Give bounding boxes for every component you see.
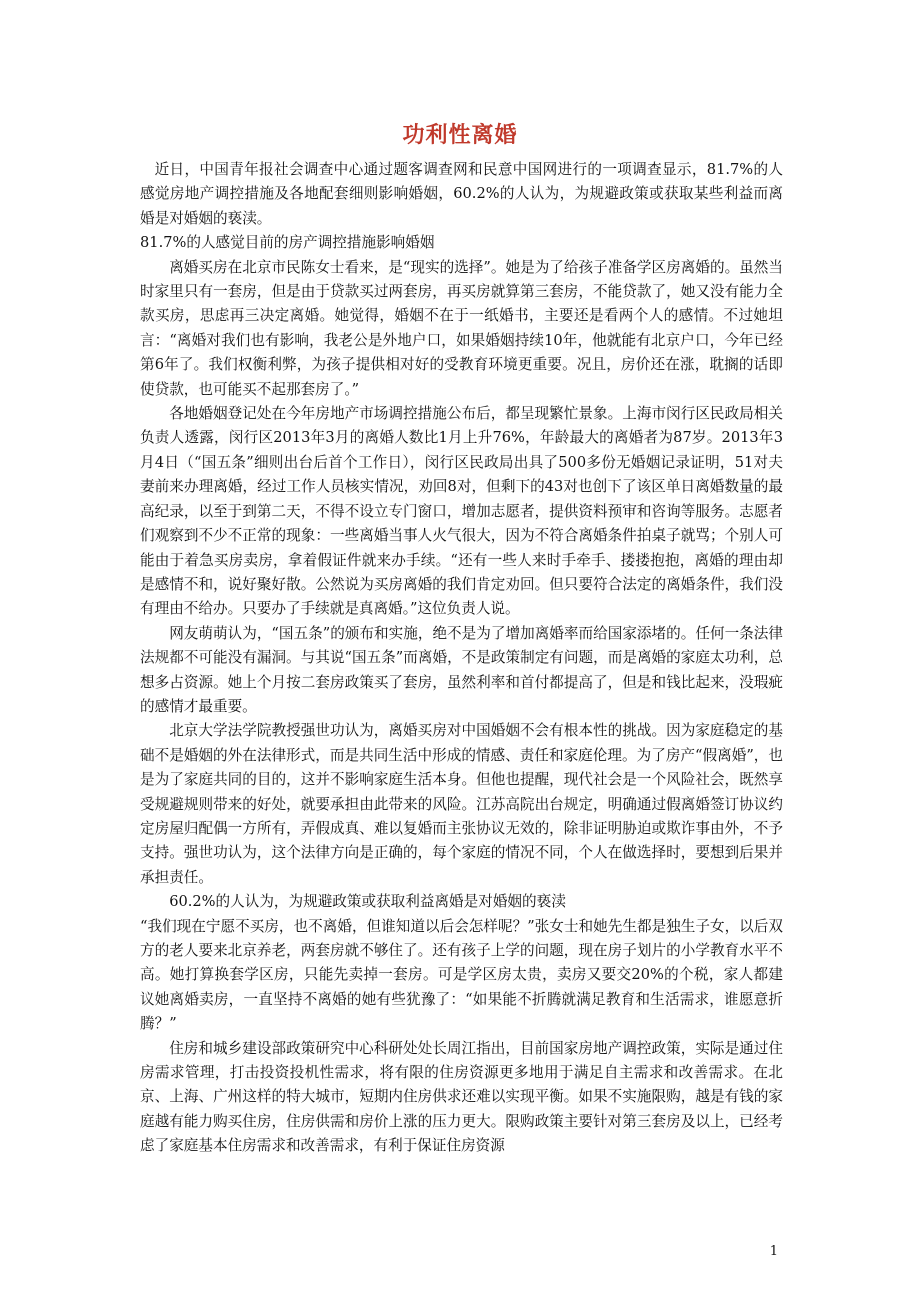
paragraph-professor: 北京大学法学院教授强世功认为，离婚买房对中国婚姻不会有根本性的挑战。因为家庭稳定的基础不是婚姻的外在法律形式，而是共同生活中形成的情感、责任和家庭伦理。为了房产“假离婚”，也是为了家庭共同的目的，这并不影响家庭生活本身。但他也提醒，现代社会是一个风险社会，既然享受规避规则带来的好处，就要承担由此带来的风险。江苏高院出台规定，明确通过假离婚签订协议约定房屋归配偶一方所有，弄假成真、难以复婚而主张协议无效的，除非证明胁迫或欺诈事由外，不予支持。强世功认为，这个法律方向是正确的，每个家庭的情况不同，个人在做选择时，要想到后果并承担责任。 xyxy=(140,722,783,886)
paragraph-zhou: 住房和城乡建设部政策研究中心科研处处长周江指出，目前国家房地产调控政策，实际是通过住房需求管理，打击投资投机性需求，将有限的住房资源更多地用于满足自主需求和改善需求。在北京、上海、广州这样的特大城市，短期内住房供求还难以实现平衡。如果不实施限购，越是有钱的家庭越有能力购买住房，住房供需和房价上涨的压力更大。限购政策主要针对第三套房及以上，已经考虑了家庭基本住房需求和改善需求，有利于保证住房资源 xyxy=(140,1039,783,1155)
paragraph-zhang: “我们现在宁愿不买房，也不离婚，但谁知道以后会怎样呢？”张女士和她先生都是独生子女，以后双方的老人要来北京养老，两套房就不够住了。还有孩子上学的问题，现在房子划片的小学教育水平不高。她打算换套学区房，只能先卖掉一套房。可是学区房太贵，卖房又要交20%的个税，家人都建议她离婚卖房，一直坚持不离婚的她有些犹豫了：“如果能不折腾就满足教育和生活需求，谁愿意折腾？” xyxy=(140,917,783,1033)
document-title: 功利性离婚 xyxy=(402,123,518,148)
paragraph-netizen: 网友萌萌认为，“国五条”的颁布和实施，绝不是为了增加离婚率而给国家添堵的。任何一条法律法规都不可能没有漏洞。与其说“国五条”而离婚，不是政策制定有问题，而是离婚的家庭太功利，总想多占资源。她上个月按二套房政策买了套房，虽然利率和首付都提高了，但是和钱比起来，没瑕疵的感情才最重要。 xyxy=(140,624,783,715)
section-heading-1: 81.7%的人感觉目前的房产调控措施影响婚姻 xyxy=(140,234,435,252)
document-body xyxy=(140,158,783,1159)
paragraph-chen: 离婚买房在北京市民陈女士看来，是“现实的选择”。她是为了给孩子准备学区房离婚的。虽然当时家里只有一套房，但是由于贷款买过两套房，再买房就算第三套房，不能贷款了，她又没有能力全款买房，思虑再三决定离婚。她觉得，婚姻不在于一纸婚书，主要还是看两个人的感情。不过她坦言：“离婚对我们也有影响，我老公是外地户口，如果婚姻持续10年，他就能有北京户口，今年已经第6年了。我们权衡利弊，为孩子提供相对好的受教育环境更重要。况且，房价还在涨，耽搁的话即使贷款，也可能买不起那套房了。” xyxy=(140,258,783,398)
page-number: 1 xyxy=(769,1244,778,1259)
paragraph-registry: 各地婚姻登记处在今年房地产市场调控措施公布后，都呈现繁忙景象。上海市闵行区民政局相关负责人透露，闵行区2013年3月的离婚人数比1月上升76%，年龄最大的离婚者为87岁。2013年3月4日（“国五条”细则出台后首个工作日），闵行区民政局出具了500多份无婚姻记录证明，51对夫妻前来办理离婚，经过工作人员核实情况，劝回8对，但剩下的43对也创下了该区单日离婚数量的最高纪录，以至于到第二天，不得不设立专门窗口，增加志愿者，提供资料预审和咨询等服务。志愿者们观察到不少不正常的现象：一些离婚当事人火气很大，因为不符合离婚条件拍桌子就骂；个别人可能由于着急买房卖房，拿着假证件就来办手续。“还有一些人来时手牵手、搂搂抱抱，离婚的理由却是感情不和，说好聚好散。公然说为买房离婚的我们肯定劝回。但只要符合法定的离婚条件，我们没有理由不给办。只要办了手续就是真离婚。”这位负责人说。 xyxy=(140,405,783,618)
section-heading-2: 60.2%的人认为，为规避政策或获取利益离婚是对婚姻的亵渎 xyxy=(169,893,566,911)
paragraph-intro: 近日，中国青年报社会调查中心通过题客调查网和民意中国网进行的一项调查显示，81.7%的人感觉房地产调控措施及各地配套细则影响婚姻，60.2%的人认为，为规避政策或获取某些利益而离婚是对婚姻的亵渎。 xyxy=(140,161,783,227)
